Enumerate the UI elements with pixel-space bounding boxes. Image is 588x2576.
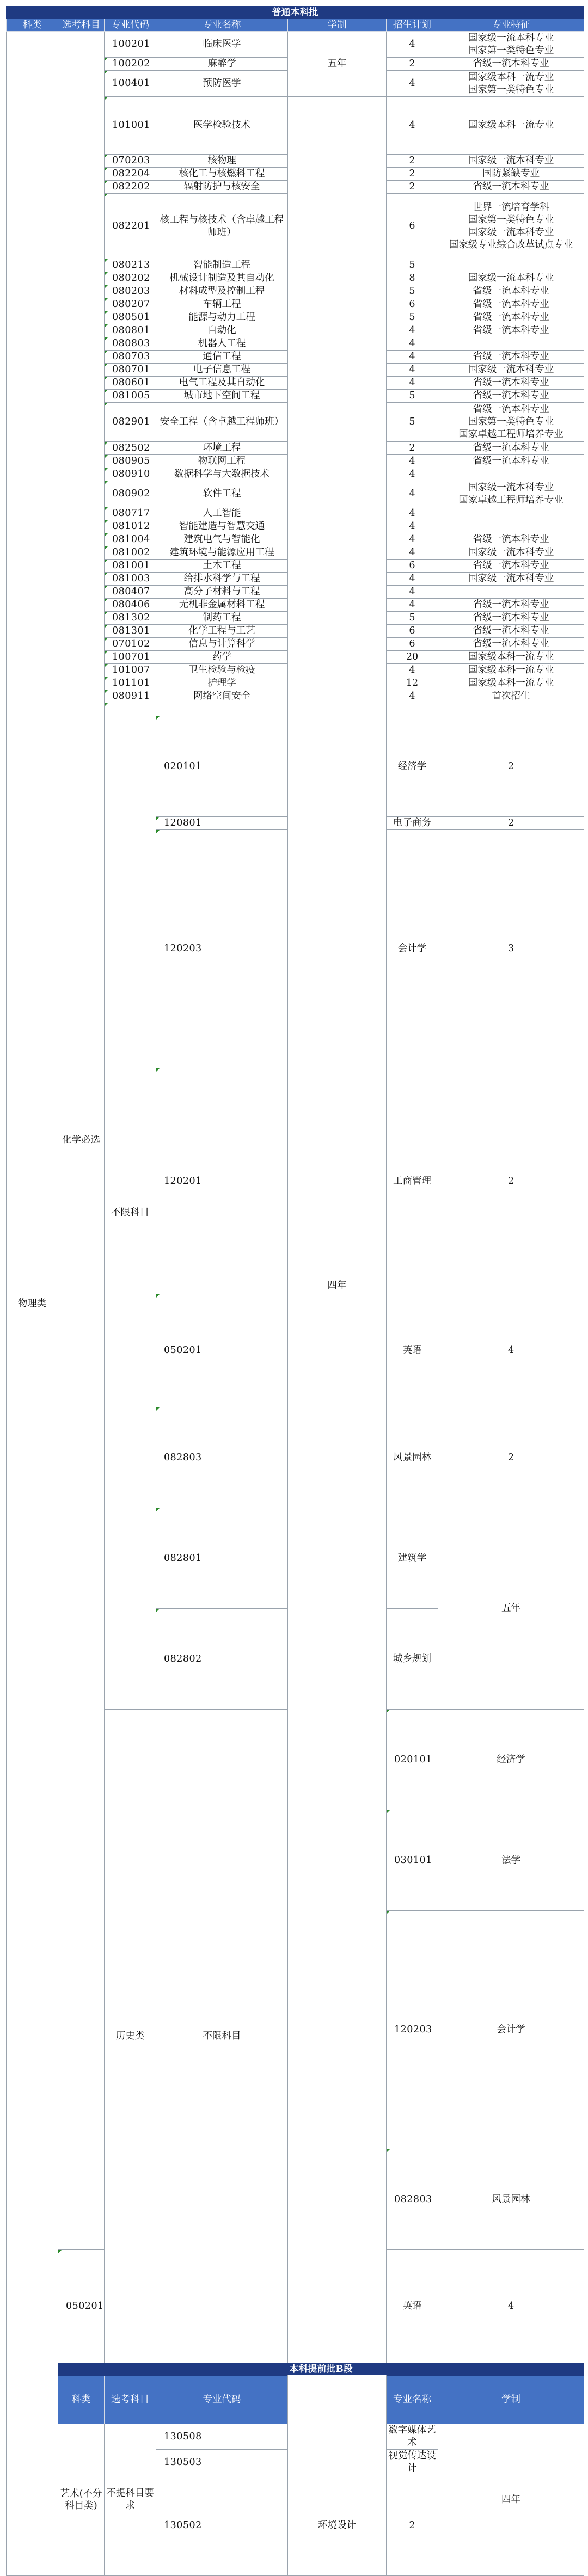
header-subject: 选考科目 [58,19,105,32]
plan-cell: 4 [387,586,438,599]
feature-cell: 国防紧缺专业 [438,168,584,181]
name-cell: 机器人工程 [156,337,288,351]
header-name: 专业名称 [387,2376,438,2424]
code-cell: 080202 [105,272,156,285]
code-cell: 080905 [105,455,156,468]
name-cell: 能源与动力工程 [156,311,288,324]
code-cell: 080803 [105,337,156,351]
plan-cell: 5 [387,403,438,442]
plan-cell: 8 [387,272,438,285]
code-cell [105,703,156,716]
name-cell: 英语 [387,2250,438,2363]
code-cell: 082204 [105,168,156,181]
code-cell: 080701 [105,364,156,377]
plan-cell: 20 [387,651,438,664]
name-cell: 制药工程 [156,612,288,625]
feature-cell: 国家级一流本科专业 [438,573,584,586]
feature-cell [438,259,584,272]
name-cell: 卫生检验与检疫 [156,664,288,677]
feature-cell: 省级一流本科专业 国家第一类特色专业 国家卓越工程师培养专业 [438,403,584,442]
plan-cell: 4 [387,71,438,97]
code-cell: 100701 [105,651,156,664]
plan-cell: 4 [387,690,438,703]
plan-cell: 2 [387,2475,438,2576]
code-cell: 120203 [156,830,288,1068]
code-cell: 050201 [156,1294,288,1407]
name-cell: 经济学 [387,716,438,817]
name-cell: 数字媒体艺术 [387,2424,438,2450]
code-cell: 120203 [387,1911,438,2149]
feature-cell: 省级一流本科专业 [438,625,584,638]
name-cell: 核物理 [156,155,288,168]
plan-cell: 4 [387,364,438,377]
name-cell: 会计学 [438,1911,584,2149]
name-cell: 化学工程与工艺 [156,625,288,638]
feature-cell: 国家级本科一流专业 国家第一类特色专业 [438,71,584,97]
duration-cell: 四年 [438,2424,584,2576]
feature-cell: 省级一流本科专业 [438,390,584,403]
code-cell: 081302 [105,612,156,625]
header-code: 专业代码 [156,2376,288,2424]
feature-cell: 省级一流本科专业 [438,533,584,546]
feature-cell [438,586,584,599]
header-feature: 专业特征 [438,19,584,32]
plan-cell: 4 [387,507,438,520]
subject-cell: 不限科目 [105,716,156,1710]
plan-cell: 5 [387,285,438,298]
code-cell: 081012 [105,520,156,533]
plan-cell: 2 [387,155,438,168]
plan-cell: 2 [438,1407,584,1508]
subject-cell: 不限科目 [156,1710,288,2363]
name-cell: 通信工程 [156,351,288,364]
category-cell: 物理类 [7,32,58,2576]
name-cell: 数据科学与大数据技术 [156,468,288,481]
header-category: 科类 [58,2376,105,2424]
plan-cell: 4 [387,97,438,155]
name-cell: 护理学 [156,677,288,690]
name-cell: 机械设计制造及其自动化 [156,272,288,285]
plan-cell: 12 [387,677,438,690]
name-cell: 建筑环境与能源应用工程 [156,546,288,560]
code-cell: 101101 [105,677,156,690]
duration-cell: 五年 [438,1508,584,1710]
feature-cell [438,703,584,716]
name-cell: 辐射防护与核安全 [156,181,288,194]
plan-cell: 4 [387,337,438,351]
feature-cell: 省级一流本科专业 [438,324,584,337]
code-cell: 082803 [387,2149,438,2250]
code-cell: 070102 [105,638,156,651]
code-cell: 080717 [105,507,156,520]
feature-cell: 首次招生 [438,690,584,703]
code-cell: 082202 [105,181,156,194]
feature-cell [438,520,584,533]
feature-cell: 国家级本科一流专业 [438,651,584,664]
section-title: 普通本科批 [7,7,584,19]
feature-cell: 省级一流本科专业 [438,638,584,651]
name-cell: 麻醉学 [156,58,288,71]
name-cell: 安全工程（含卓越工程师班） [156,403,288,442]
feature-cell: 国家级本科一流专业 [438,677,584,690]
plan-cell: 4 [387,573,438,586]
name-cell: 电子商务 [387,817,438,830]
feature-cell [438,468,584,481]
name-cell: 风景园林 [387,1407,438,1508]
feature-cell: 国家级本科一流专业 [438,664,584,677]
header-code: 专业代码 [105,19,156,32]
name-cell: 医学检验技术 [156,97,288,155]
feature-cell: 国家级一流本科专业 国家卓越工程师培养专业 [438,481,584,507]
plan-cell: 4 [387,599,438,612]
plan-cell: 4 [387,481,438,507]
name-cell: 英语 [387,1294,438,1407]
duration-cell: 四年 [288,97,387,2475]
code-cell: 120801 [156,817,288,830]
admission-table [6,6,584,2576]
name-cell: 城市地下空间工程 [156,390,288,403]
feature-cell: 国家级一流本科专业 [438,546,584,560]
name-cell: 会计学 [387,830,438,1068]
name-cell: 电子信息工程 [156,364,288,377]
code-cell: 080406 [105,599,156,612]
code-cell: 100202 [105,58,156,71]
code-cell: 081003 [105,573,156,586]
plan-cell: 4 [387,664,438,677]
name-cell: 经济学 [438,1710,584,1810]
name-cell [156,703,288,716]
plan-cell: 4 [387,468,438,481]
name-cell: 信息与计算科学 [156,638,288,651]
name-cell: 网络空间安全 [156,690,288,703]
name-cell: 核工程与核技术（含卓越工程师班） [156,194,288,259]
code-cell: 120201 [156,1068,288,1294]
code-cell: 081001 [105,560,156,573]
name-cell: 给排水科学与工程 [156,573,288,586]
code-cell: 082803 [156,1407,288,1508]
plan-cell: 4 [387,546,438,560]
feature-cell: 省级一流本科专业 [438,298,584,311]
plan-cell: 4 [387,377,438,390]
category-cell: 历史类 [105,1710,156,2363]
name-cell: 临床医学 [156,32,288,58]
plan-cell: 2 [387,168,438,181]
code-cell: 050201 [58,2250,105,2363]
feature-cell: 国家级一流本科专业 [438,272,584,285]
feature-cell: 省级一流本科专业 [438,285,584,298]
plan-cell: 5 [387,390,438,403]
subject-cell: 不提科目要求 [105,2424,156,2576]
code-cell: 082901 [105,403,156,442]
feature-cell: 省级一流本科专业 [438,311,584,324]
name-cell: 环境设计 [288,2475,387,2576]
code-cell: 080601 [105,377,156,390]
major-table [6,6,584,2576]
plan-cell: 4 [387,324,438,337]
code-cell: 020101 [387,1710,438,1810]
plan-cell: 6 [387,560,438,573]
name-cell: 人工智能 [156,507,288,520]
plan-cell: 2 [387,181,438,194]
name-cell: 城乡规划 [387,1609,438,1710]
code-cell: 081002 [105,546,156,560]
code-cell: 081004 [105,533,156,546]
feature-cell: 省级一流本科专业 [438,599,584,612]
plan-cell: 5 [387,311,438,324]
plan-cell: 4 [387,455,438,468]
feature-cell: 国家级一流本科专业 国家第一类特色专业 [438,32,584,58]
plan-cell: 4 [387,32,438,58]
feature-cell: 世界一流培育学科 国家第一类特色专业 国家级一流本科专业 国家级专业综合改革试点专业 [438,194,584,259]
plan-cell: 6 [387,194,438,259]
header-subject: 选考科目 [105,2376,156,2424]
code-cell: 100401 [105,71,156,97]
code-cell: 080501 [105,311,156,324]
code-cell: 101007 [105,664,156,677]
plan-cell: 4 [387,533,438,546]
feature-cell: 省级一流本科专业 [438,351,584,364]
category-cell: 艺术(不分科目类) [58,2424,105,2576]
code-cell: 100201 [105,32,156,58]
header-duration: 学制 [288,19,387,32]
plan-cell: 6 [387,638,438,651]
plan-cell: 6 [387,625,438,638]
feature-cell [438,507,584,520]
code-cell: 130503 [156,2450,288,2475]
feature-cell [438,337,584,351]
code-cell: 080801 [105,324,156,337]
plan-cell: 2 [438,716,584,817]
code-cell: 020101 [156,716,288,817]
name-cell: 电气工程及其自动化 [156,377,288,390]
code-cell: 070203 [105,155,156,168]
code-cell: 130508 [156,2424,288,2450]
code-cell: 030101 [387,1810,438,1911]
code-cell: 080207 [105,298,156,311]
plan-cell: 5 [387,612,438,625]
name-cell: 软件工程 [156,481,288,507]
name-cell: 智能制造工程 [156,259,288,272]
code-cell: 080902 [105,481,156,507]
header-name: 专业名称 [156,19,288,32]
feature-cell: 省级一流本科专业 [438,58,584,71]
name-cell: 建筑电气与智能化 [156,533,288,546]
name-cell: 药学 [156,651,288,664]
name-cell: 土木工程 [156,560,288,573]
feature-cell: 省级一流本科专业 [438,377,584,390]
name-cell: 核化工与核燃料工程 [156,168,288,181]
name-cell: 建筑学 [387,1508,438,1609]
name-cell: 风景园林 [438,2149,584,2250]
plan-cell: 4 [438,2250,584,2363]
feature-cell: 省级一流本科专业 [438,181,584,194]
feature-cell: 省级一流本科专业 [438,455,584,468]
plan-cell [387,703,438,716]
plan-cell: 4 [387,520,438,533]
code-cell: 080213 [105,259,156,272]
code-cell: 080703 [105,351,156,364]
name-cell: 材料成型及控制工程 [156,285,288,298]
subject-cell: 化学必选 [58,32,105,2250]
header-duration: 学制 [438,2376,584,2424]
name-cell: 无机非金属材料工程 [156,599,288,612]
duration-cell: 五年 [288,32,387,97]
code-cell: 082801 [156,1508,288,1609]
plan-cell: 2 [387,442,438,455]
code-cell: 080911 [105,690,156,703]
name-cell: 车辆工程 [156,298,288,311]
code-cell: 101001 [105,97,156,155]
plan-cell: 6 [387,298,438,311]
code-cell: 080407 [105,586,156,599]
feature-cell: 国家级一流本科专业 [438,364,584,377]
feature-cell: 省级一流本科专业 [438,612,584,625]
code-cell: 080203 [105,285,156,298]
header-plan: 招生计划 [387,19,438,32]
code-cell: 082201 [105,194,156,259]
name-cell: 物联网工程 [156,455,288,468]
name-cell: 法学 [438,1810,584,1911]
plan-cell: 3 [438,830,584,1068]
feature-cell: 国家级一流本科专业 [438,155,584,168]
plan-cell: 4 [387,351,438,364]
name-cell: 工商管理 [387,1068,438,1294]
plan-cell: 5 [387,259,438,272]
name-cell: 视觉传达设计 [387,2450,438,2475]
feature-cell: 省级一流本科专业 [438,442,584,455]
plan-cell: 2 [438,817,584,830]
code-cell: 081005 [105,390,156,403]
section-title: 本科提前批B段 [58,2363,584,2376]
plan-cell: 2 [387,58,438,71]
header-category: 科类 [7,19,58,32]
plan-cell: 2 [438,1068,584,1294]
name-cell: 智能建造与智慧交通 [156,520,288,533]
feature-cell: 省级一流本科专业 [438,560,584,573]
code-cell: 080910 [105,468,156,481]
feature-cell: 国家级本科一流专业 [438,97,584,155]
code-cell: 082502 [105,442,156,455]
code-cell: 082802 [156,1609,288,1710]
name-cell: 预防医学 [156,71,288,97]
name-cell: 环境工程 [156,442,288,455]
code-cell: 081301 [105,625,156,638]
code-cell: 130502 [156,2475,288,2576]
name-cell: 自动化 [156,324,288,337]
plan-cell: 4 [438,1294,584,1407]
name-cell: 高分子材料与工程 [156,586,288,599]
